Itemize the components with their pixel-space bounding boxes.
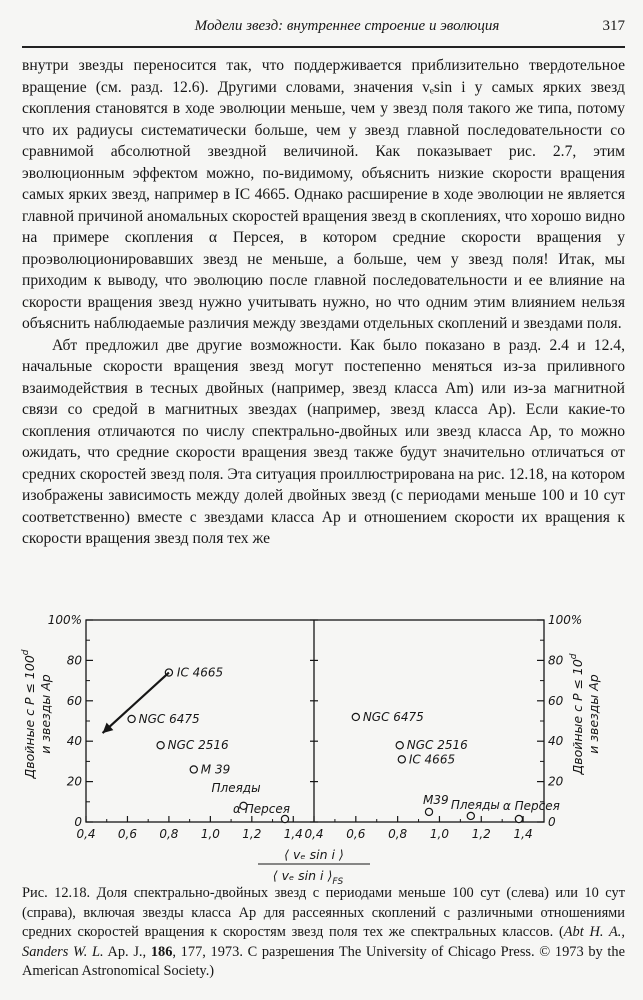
- point-label: NGC 2516: [406, 738, 468, 753]
- caption-text: Доля спектрально-двойных звезд с периодами меньше 100 сут (слева) или 10 сут (справа), включая звезды класса Ap для рассеянных скоплений с различными отношениями средних скоростей вращения к скоростям звезд поля тех же спектральных классов. (: [22, 885, 625, 940]
- y-tick-label-right: 80: [548, 653, 564, 668]
- y-tick-label-right: 60: [548, 693, 564, 708]
- x-axis-label-denominator: ⟨ vₑ sin i $⟩_{FS}$: [272, 868, 344, 886]
- point-label: NGC 6475: [362, 709, 424, 724]
- y-axis-title-line1: Двойные с $P \le 10^d$: [569, 653, 585, 775]
- caption-label: Рис. 12.18.: [22, 885, 91, 901]
- figure-12-18: [0, 606, 643, 886]
- y-axis-title-line2: и звезды Ap: [586, 674, 601, 754]
- y-tick-label-right: 100%: [548, 613, 583, 627]
- data-point: [157, 742, 164, 749]
- point-label: α Персея: [232, 802, 290, 816]
- point-label: IC 4665: [176, 665, 224, 680]
- y-tick-label-right: 40: [548, 734, 564, 749]
- point-label: NGC 6475: [138, 711, 200, 726]
- data-point: [515, 815, 522, 822]
- data-point: [281, 815, 288, 822]
- y-tick-label-left: 20: [66, 774, 82, 789]
- figure-caption: [22, 884, 625, 982]
- point-label: Плеяды: [211, 780, 261, 795]
- y-tick-label-right: 0: [548, 815, 556, 829]
- data-point: [190, 766, 197, 773]
- x-tick-label-right: 0,8: [388, 827, 408, 841]
- point-label: α Персея: [502, 799, 560, 813]
- x-tick-label-left: 1,4: [283, 827, 303, 841]
- x-tick-label-right: 0,6: [346, 827, 366, 841]
- caption-journal: Ap. J.,: [103, 943, 151, 960]
- x-tick-label-left: 0,6: [117, 827, 138, 841]
- header-rule: [22, 46, 625, 48]
- x-tick-label-right: 1,0: [429, 827, 450, 841]
- caption-authors: Abt H. A., Sanders W. L.: [22, 924, 625, 960]
- x-tick-label-right: 1,2: [471, 827, 491, 841]
- y-tick-label-left: 80: [66, 653, 82, 668]
- y-axis-title-sup: d: [21, 649, 31, 656]
- x-axis-label-sub: FS: [332, 877, 344, 886]
- data-point: [128, 715, 135, 722]
- x-tick-label-left: 0,4: [76, 827, 96, 841]
- y-tick-label-right: 20: [548, 774, 564, 789]
- data-point: [398, 756, 405, 763]
- page-number: 317: [602, 18, 625, 34]
- y-axis-title-right: [569, 653, 601, 775]
- paragraph-2: Абт предложил две другие возможности. Как было показано в разд. 2.4 и 12.4, начальные скорости вращения звезд могут постепенно меняться из-за приливного взаимодействия в тесных двойных (например, звезд класса Am) или из-за магнитной связи со средой в магнитных звездах (например, звезд класса Ap). Если какие-то скопления отличаются по числу спектрально-двойных или звезд класса Ap, то можно ожидать, что средние скорости вращения звезд также будут значительно отличаться от средних скоростей звезд поля. Эта ситуация проиллюстрирована на рис. 12.18, на котором изображены зависимость между долей двойных звезд (с периодами меньше 100 и 10 сут соответственно) вместе с звездами класса Ap и отношением скорости их вращения к скорости вращения звезд поля тех же: [22, 336, 625, 547]
- caption-rest: , 177, 1973. С разрешения The University of Chicago Press. © 1973 by the American Astronomical Society.): [22, 943, 626, 979]
- y-axis-title-sup: d: [569, 653, 579, 660]
- point-label: NGC 2516: [167, 738, 229, 753]
- data-point: [467, 812, 474, 819]
- y-tick-label-left: 40: [66, 734, 82, 749]
- y-tick-label-left: 60: [66, 693, 82, 708]
- y-tick-label-left: 0: [74, 815, 82, 829]
- x-tick-label-right: 0,4: [304, 827, 324, 841]
- x-tick-label-left: 0,8: [159, 827, 179, 841]
- caption-volume: 186: [150, 943, 173, 960]
- y-tick-label-left: 100%: [47, 613, 82, 627]
- point-label: Плеяды: [450, 797, 500, 812]
- body-text: [22, 55, 625, 550]
- point-label: M39: [423, 792, 449, 807]
- point-label: M 39: [200, 762, 231, 777]
- y-axis-title-line2: и звезды Ap: [38, 674, 53, 754]
- data-point: [425, 808, 432, 815]
- x-tick-label-left: 1,0: [200, 827, 220, 841]
- x-axis-label-numerator: ⟨ vₑ sin i ⟩: [284, 847, 344, 862]
- point-label: IC 4665: [408, 752, 456, 767]
- data-point: [352, 713, 359, 720]
- scatter-figure: [0, 606, 643, 886]
- x-tick-label-left: 1,2: [242, 827, 262, 841]
- data-point: [396, 742, 403, 749]
- y-axis-title-left: [21, 649, 53, 779]
- paragraph-1: внутри звезды переносится так, что поддерживается приблизительно твердотельное вращение (см. разд. 12.6). Другими словами, значения vₑsin i у самых ярких звезд скопления становятся в ходе эволюции меньше, чем у звезд поля такого же типа, потому что их радиусы систематически больше, чем у звезд главной последовательности со сравнимой абсолютной звездной величиной. Как показывает рис. 2.7, этим эволюционным эффектом можно, по-видимому, объяснить низкие скорости вращения самых ярких звезд, например в IC 4665. Однако расширение в ходе эволюции не является главной причиной аномальных скоростей вращения звезд в скоплениях, что хорошо видно на примере скопления α Персея, в котором средние скорости вращения у проэволюционировавших звезд не меньше, а больше, чем у звезд поля! Итак, мы приходим к выводу, что эволюцию после главной последовательности и ее влияние на скорости вращения звезд нужно учитывать нужно, но что одним этим влиянием нельзя объяснить наблюдаемые различия между звездами отдельных скоплений и звездами поля.: [22, 57, 626, 332]
- running-head: Модели звезд: внутреннее строение и эволюция: [194, 18, 500, 34]
- x-tick-label-right: 1,4: [513, 827, 533, 841]
- y-axis-title-line1: Двойные с $P \le 100^d$: [21, 649, 37, 779]
